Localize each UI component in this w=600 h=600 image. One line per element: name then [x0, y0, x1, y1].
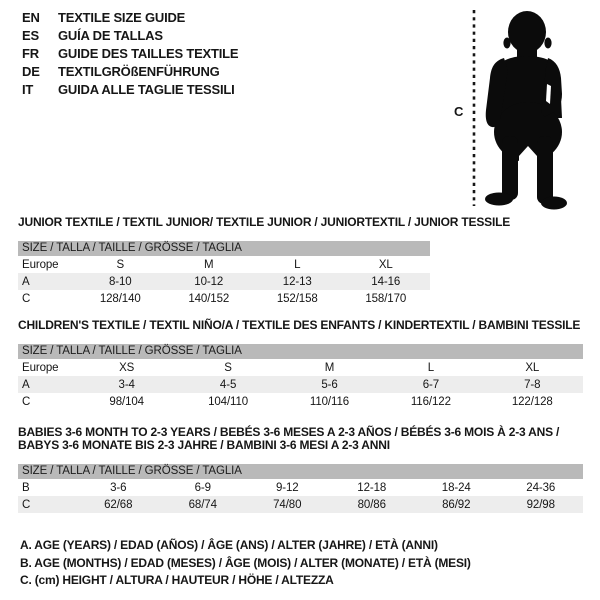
- baby-figure: [440, 0, 600, 218]
- size-cell: M: [324, 361, 335, 374]
- height-measure-line: [470, 8, 478, 208]
- table-title-line: CHILDREN'S TEXTILE / TEXTIL NIÑO/A / TEXTILE DES ENFANTS / KINDERTEXTIL / BAMBINI TESSILE: [18, 318, 581, 332]
- note-height-cm: C. (cm) HEIGHT / ALTURA / HAUTEUR / HÖHE / ALTEZZA: [20, 573, 334, 587]
- baby-silhouette-icon: [484, 6, 580, 212]
- height-measure-label: C: [454, 104, 464, 119]
- lang-code: ES: [22, 28, 39, 43]
- size-cell: XL: [378, 258, 393, 271]
- lang-row-fr: [22, 45, 238, 63]
- size-cell: 110/116: [309, 395, 350, 408]
- children-size-table: [18, 359, 583, 410]
- row-label: A: [22, 275, 30, 288]
- size-cell: 18-24: [441, 481, 471, 494]
- table-row: [18, 359, 583, 376]
- size-cell: 104/110: [208, 395, 249, 408]
- babies-textile-section: [18, 426, 583, 513]
- size-cell: 6-7: [422, 378, 440, 391]
- table-title-line: BABIES 3-6 MONTH TO 2-3 YEARS / BEBÉS 3-6 MESES A 2-3 AÑOS / BÉBÉS 3-6 MOIS À 2-3 ANS /: [18, 425, 560, 439]
- table-title: [18, 215, 511, 229]
- children-textile-section: [18, 319, 583, 410]
- size-cell: 3-4: [118, 378, 135, 391]
- size-cell: 128/140: [99, 292, 141, 305]
- size-cell: M: [204, 258, 214, 271]
- row-label: B: [22, 481, 30, 494]
- size-cell: 68/74: [188, 498, 217, 511]
- lang-row-de: [22, 63, 238, 81]
- size-header-bar: SIZE / TALLA / TAILLE / GRÖSSE / TAGLIA: [18, 241, 430, 256]
- table-title-line: BABYS 3-6 MONATE BIS 2-3 JAHRE / BAMBINI 3-6 MESI A 2-3 ANNI: [18, 438, 390, 452]
- size-cell: 5-6: [321, 378, 338, 391]
- lang-label: GUIDE DES TAILLES TEXTILE: [58, 46, 239, 61]
- note-age-months: B. AGE (MONTHS) / EDAD (MESES) / ÂGE (MOIS) / ALTER (MONATE) / ETÀ (MESI): [20, 555, 471, 570]
- lang-row-it: [22, 81, 238, 99]
- table-row: [18, 496, 583, 513]
- size-cell: 116/122: [410, 395, 451, 408]
- size-cell: 3-6: [110, 481, 127, 494]
- lang-label: GUÍA DE TALLAS: [58, 28, 163, 43]
- size-cell: 92/98: [526, 498, 555, 511]
- measurement-notes: [20, 537, 471, 590]
- size-cell: 12-13: [282, 275, 312, 288]
- junior-size-table: [18, 256, 430, 307]
- size-cell: S: [224, 361, 232, 374]
- lang-row-es: [22, 27, 238, 45]
- size-cell: 140/152: [188, 292, 230, 305]
- table-row: [18, 273, 430, 290]
- size-cell: 74/80: [273, 498, 302, 511]
- lang-code: FR: [22, 46, 39, 61]
- table-row: [18, 393, 583, 410]
- size-cell: 6-9: [194, 481, 211, 494]
- row-label: C: [22, 292, 31, 305]
- table-title-line: JUNIOR TEXTILE / TEXTIL JUNIOR/ TEXTILE JUNIOR / JUNIORTEXTIL / JUNIOR TESSILE: [18, 215, 511, 229]
- lang-label: GUIDA ALLE TAGLIE TESSILI: [58, 82, 235, 97]
- language-header: [22, 9, 238, 99]
- size-cell: S: [116, 258, 125, 271]
- lang-row-en: [22, 9, 238, 27]
- size-cell: XL: [525, 361, 540, 374]
- table-row: [18, 479, 583, 496]
- size-cell: 86/92: [442, 498, 471, 511]
- lang-code: EN: [22, 10, 40, 25]
- size-cell: 9-12: [275, 481, 299, 494]
- size-cell: 4-5: [219, 378, 237, 391]
- size-cell: L: [294, 258, 301, 271]
- size-cell: 10-12: [194, 275, 224, 288]
- note-age-years: A. AGE (YEARS) / EDAD (AÑOS) / ÂGE (ANS) / ALTER (JAHRE) / ETÀ (ANNI): [20, 538, 438, 552]
- lang-label: TEXTILE SIZE GUIDE: [58, 10, 186, 25]
- size-cell: 152/158: [276, 292, 318, 305]
- lang-label: TEXTILGRÖßENFÜHRUNG: [58, 64, 220, 79]
- table-title: [18, 426, 583, 452]
- row-label: C: [22, 498, 31, 511]
- size-cell: 7-8: [524, 378, 541, 391]
- row-label: Europe: [22, 361, 59, 374]
- size-cell: 14-16: [371, 275, 401, 288]
- row-label: A: [22, 378, 30, 391]
- size-header-bar: SIZE / TALLA / TAILLE / GRÖSSE / TAGLIA: [18, 464, 583, 479]
- table-row: [18, 376, 583, 393]
- row-label: Europe: [22, 258, 59, 271]
- size-cell: 12-18: [357, 481, 387, 494]
- size-cell: 80/86: [357, 498, 386, 511]
- row-label: C: [22, 395, 31, 408]
- size-header-bar: SIZE / TALLA / TAILLE / GRÖSSE / TAGLIA: [18, 344, 583, 359]
- size-cell: 8-10: [108, 275, 132, 288]
- table-title: [18, 319, 583, 332]
- junior-textile-section: [18, 215, 511, 307]
- size-cell: 122/128: [511, 395, 553, 408]
- size-cell: XS: [119, 361, 135, 374]
- lang-code: DE: [22, 64, 40, 79]
- size-cell: 62/68: [104, 498, 133, 511]
- table-row: [18, 256, 430, 273]
- table-row: [18, 290, 430, 307]
- size-cell: 158/170: [365, 292, 407, 305]
- size-cell: 24-36: [526, 481, 556, 494]
- lang-code: IT: [22, 82, 34, 97]
- size-cell: 98/104: [109, 395, 144, 408]
- babies-size-table: [18, 479, 583, 513]
- size-cell: L: [427, 361, 435, 374]
